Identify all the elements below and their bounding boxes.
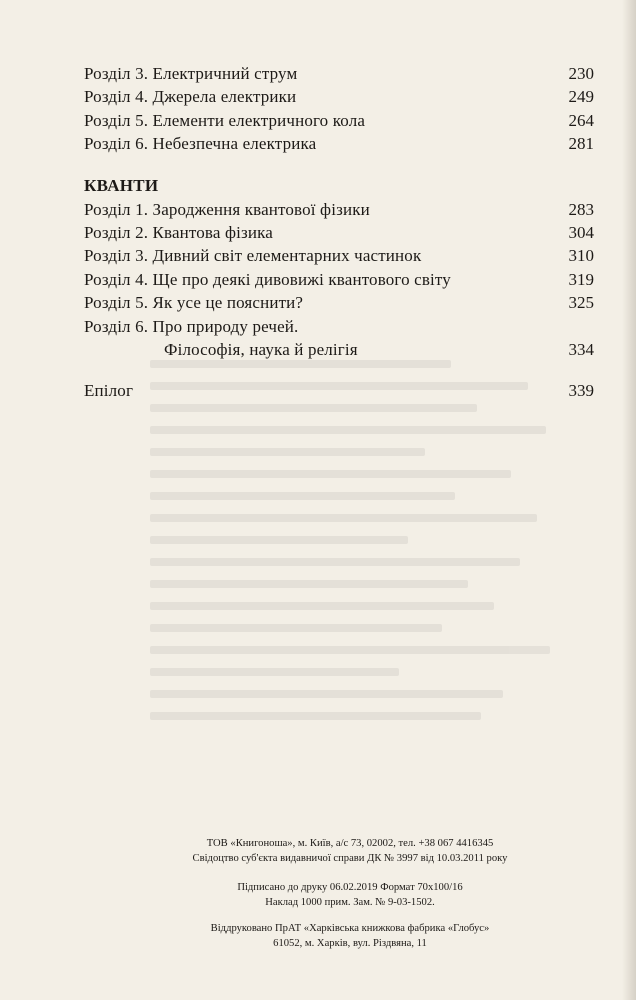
toc-entry-page: 249 <box>568 87 594 107</box>
toc-entry-page: 230 <box>568 64 594 83</box>
toc-entry-title: Розділ 2. Квантова фізика <box>84 222 273 242</box>
section-heading-quanta: КВАНТИ <box>84 175 159 195</box>
toc-entry <box>84 291 594 314</box>
toc-entry-title: Розділ 5. Елементи електричного кола <box>84 110 366 130</box>
toc-entry-title: Розділ 6. Про природу речей. <box>84 316 299 336</box>
toc-entry <box>84 109 594 132</box>
printer-name: Віддруковано ПрАТ «Харківська книжкова фабрика «Глобус» <box>210 923 490 934</box>
table-of-contents <box>84 62 594 403</box>
toc-entry-page: 319 <box>568 269 594 289</box>
page-edge-shadow <box>622 0 636 1000</box>
toc-entry <box>84 244 594 267</box>
toc-entry <box>84 315 594 338</box>
toc-entry-title: Розділ 6. Небезпечна електрика <box>84 134 317 154</box>
toc-entry-epilogue <box>84 379 594 402</box>
print-details <box>120 880 580 910</box>
toc-entry <box>84 221 594 244</box>
toc-entry-continuation <box>84 338 594 361</box>
toc-entry <box>84 132 594 155</box>
toc-entry-page: 304 <box>568 222 594 242</box>
toc-entry-title: Епілог <box>84 381 134 401</box>
toc-entry-title: Розділ 4. Джерела електрики <box>84 87 297 107</box>
print-signed-format: Підписано до друку 06.02.2019 Формат 70х100/16 <box>237 882 463 893</box>
toc-entry-title: Філософія, наука й релігія <box>164 339 358 359</box>
toc-entry <box>84 268 594 291</box>
toc-entry <box>84 85 594 108</box>
printer-info <box>120 921 580 951</box>
toc-entry-page: 310 <box>568 246 594 266</box>
publisher-certificate: Свідоцтво суб'єкта видавничої справи ДК № 3997 від 10.03.2011 року <box>192 853 508 864</box>
toc-entry-page: 334 <box>568 339 594 359</box>
publisher-info <box>120 836 580 866</box>
toc-entry-page: 281 <box>568 134 594 154</box>
toc-entry-page: 264 <box>568 110 594 130</box>
printer-address: 61052, м. Харків, вул. Різдвяна, 11 <box>273 938 427 949</box>
toc-entry-title: Розділ 3. Дивний світ елементарних частинок <box>84 246 422 266</box>
toc-entry <box>84 198 594 221</box>
toc-entry-title: Розділ 4. Ще про деякі дивовижі квантового світу <box>84 269 451 289</box>
toc-entry <box>84 62 594 85</box>
print-run-order: Наклад 1000 прим. Зам. № 9-03-1502. <box>265 897 435 908</box>
publisher-address: ТОВ «Книгоноша», м. Київ, а/с 73, 02002, тел. +38 067 4416345 <box>206 838 494 849</box>
toc-entry-title: Розділ 3. Електричний струм <box>84 64 298 83</box>
toc-entry-page: 283 <box>568 199 594 219</box>
toc-entry-page: 339 <box>568 381 594 401</box>
toc-entry-title: Розділ 5. Як усе це пояснити? <box>84 293 304 313</box>
toc-entry-title: Розділ 1. Зародження квантової фізики <box>84 199 370 219</box>
toc-entry-page: 325 <box>568 293 594 313</box>
